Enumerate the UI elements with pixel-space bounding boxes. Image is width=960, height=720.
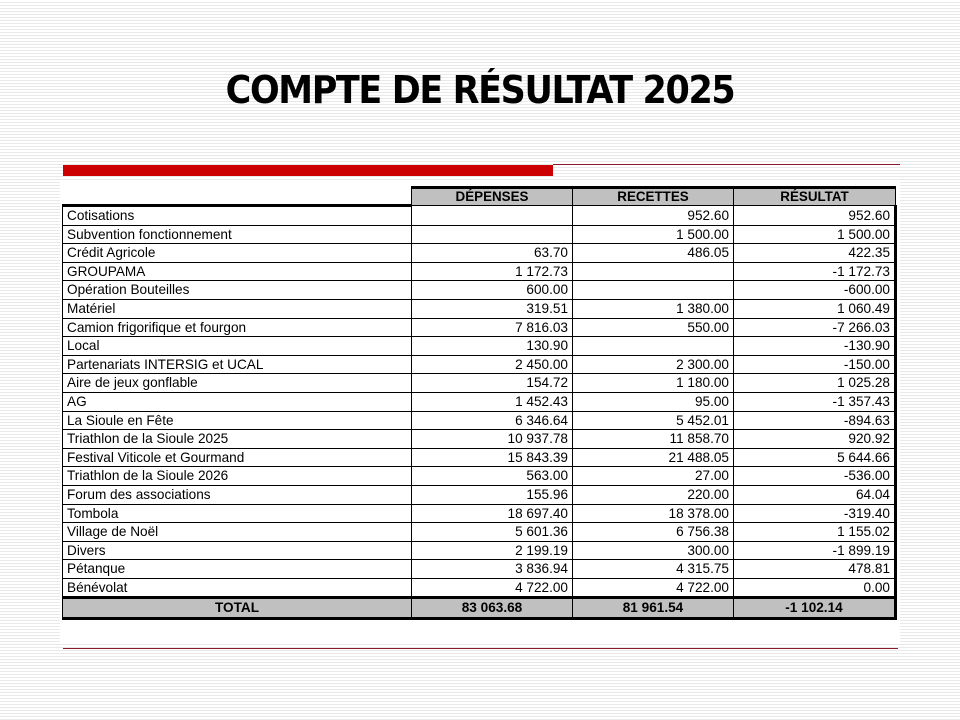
total-resultat: -1 102.14 — [734, 598, 896, 619]
cell-depenses: 5 601.36 — [412, 523, 573, 542]
cell-depenses: 3 836.94 — [412, 560, 573, 579]
header-recettes: RECETTES — [573, 188, 734, 206]
cell-recettes: 1 180.00 — [573, 374, 734, 393]
cell-depenses: 130.90 — [412, 337, 573, 356]
table-row — [63, 262, 896, 281]
table-row — [63, 337, 896, 356]
cell-depenses — [412, 206, 573, 226]
cell-resultat: -1 357.43 — [734, 392, 896, 411]
cell-resultat: -130.90 — [734, 337, 896, 356]
cell-resultat: -600.00 — [734, 281, 896, 300]
cell-recettes: 5 452.01 — [573, 411, 734, 430]
cell-resultat: 1 500.00 — [734, 225, 896, 244]
cell-resultat: 64.04 — [734, 485, 896, 504]
table-body — [63, 206, 896, 598]
cell-depenses: 15 843.39 — [412, 448, 573, 467]
table-row — [63, 318, 896, 337]
top-divider-line — [553, 164, 900, 165]
cell-resultat: -1 899.19 — [734, 541, 896, 560]
cell-depenses: 154.72 — [412, 374, 573, 393]
cell-recettes — [573, 281, 734, 300]
row-label: Matériel — [63, 299, 412, 318]
total-depenses: 83 063.68 — [412, 598, 573, 619]
cell-depenses: 4 722.00 — [412, 578, 573, 598]
table-row — [63, 560, 896, 579]
table-row — [63, 485, 896, 504]
header-resultat: RÉSULTAT — [734, 188, 896, 206]
cell-recettes: 18 378.00 — [573, 504, 734, 523]
cell-resultat: 952.60 — [734, 206, 896, 226]
cell-depenses: 600.00 — [412, 281, 573, 300]
cell-recettes: 550.00 — [573, 318, 734, 337]
row-label: Divers — [63, 541, 412, 560]
cell-resultat: -319.40 — [734, 504, 896, 523]
table-row — [63, 206, 896, 226]
row-label: AG — [63, 392, 412, 411]
cell-resultat: -7 266.03 — [734, 318, 896, 337]
cell-depenses: 2 450.00 — [412, 355, 573, 374]
cell-resultat: 478.81 — [734, 560, 896, 579]
table-row — [63, 578, 896, 598]
table-row — [63, 467, 896, 486]
cell-resultat: -1 172.73 — [734, 262, 896, 281]
row-label: Forum des associations — [63, 485, 412, 504]
table-row — [63, 392, 896, 411]
cell-recettes — [573, 337, 734, 356]
cell-recettes: 1 500.00 — [573, 225, 734, 244]
table-row — [63, 523, 896, 542]
cell-recettes: 486.05 — [573, 244, 734, 263]
row-label: GROUPAMA — [63, 262, 412, 281]
table-row — [63, 244, 896, 263]
cell-depenses: 18 697.40 — [412, 504, 573, 523]
cell-depenses: 6 346.64 — [412, 411, 573, 430]
cell-recettes: 220.00 — [573, 485, 734, 504]
accent-red-bar — [63, 165, 553, 176]
cell-depenses: 155.96 — [412, 485, 573, 504]
row-label: Village de Noël — [63, 523, 412, 542]
cell-recettes — [573, 262, 734, 281]
cell-depenses: 563.00 — [412, 467, 573, 486]
cell-recettes: 27.00 — [573, 467, 734, 486]
cell-resultat: -536.00 — [734, 467, 896, 486]
table-row — [63, 448, 896, 467]
cell-recettes: 300.00 — [573, 541, 734, 560]
total-row — [63, 598, 896, 619]
table-row — [63, 374, 896, 393]
cell-resultat: 5 644.66 — [734, 448, 896, 467]
row-label: Bénévolat — [63, 578, 412, 598]
cell-resultat: -894.63 — [734, 411, 896, 430]
cell-resultat: -150.00 — [734, 355, 896, 374]
cell-resultat: 1 060.49 — [734, 299, 896, 318]
cell-recettes: 4 315.75 — [573, 560, 734, 579]
cell-depenses: 319.51 — [412, 299, 573, 318]
cell-depenses: 1 452.43 — [412, 392, 573, 411]
table-row — [63, 281, 896, 300]
cell-recettes: 6 756.38 — [573, 523, 734, 542]
row-label: Festival Viticole et Gourmand — [63, 448, 412, 467]
income-statement-table — [62, 186, 897, 620]
slide-title: COMPTE DE RÉSULTAT 2025 — [225, 68, 735, 112]
cell-resultat: 1 025.28 — [734, 374, 896, 393]
row-label: Partenariats INTERSIG et UCAL — [63, 355, 412, 374]
row-label: Local — [63, 337, 412, 356]
cell-recettes: 952.60 — [573, 206, 734, 226]
total-label: TOTAL — [63, 598, 412, 619]
row-label: Tombola — [63, 504, 412, 523]
cell-recettes: 11 858.70 — [573, 430, 734, 449]
row-label: Aire de jeux gonflable — [63, 374, 412, 393]
table-row — [63, 299, 896, 318]
table-row — [63, 430, 896, 449]
cell-recettes: 1 380.00 — [573, 299, 734, 318]
cell-depenses: 7 816.03 — [412, 318, 573, 337]
cell-depenses: 1 172.73 — [412, 262, 573, 281]
cell-depenses: 10 937.78 — [412, 430, 573, 449]
cell-depenses: 63.70 — [412, 244, 573, 263]
header-blank — [63, 188, 412, 206]
header-depenses: DÉPENSES — [412, 188, 573, 206]
row-label: Pétanque — [63, 560, 412, 579]
cell-depenses — [412, 225, 573, 244]
row-label: Camion frigorifique et fourgon — [63, 318, 412, 337]
table-row — [63, 411, 896, 430]
row-label: La Sioule en Fête — [63, 411, 412, 430]
cell-resultat: 0.00 — [734, 578, 896, 598]
row-label: Triathlon de la Sioule 2026 — [63, 467, 412, 486]
cell-recettes: 4 722.00 — [573, 578, 734, 598]
cell-resultat: 1 155.02 — [734, 523, 896, 542]
table-header-row — [63, 188, 896, 206]
cell-recettes: 95.00 — [573, 392, 734, 411]
table-row — [63, 355, 896, 374]
bottom-divider-line — [63, 648, 898, 649]
row-label: Crédit Agricole — [63, 244, 412, 263]
cell-resultat: 920.92 — [734, 430, 896, 449]
table-row — [63, 504, 896, 523]
row-label: Triathlon de la Sioule 2025 — [63, 430, 412, 449]
cell-depenses: 2 199.19 — [412, 541, 573, 560]
total-recettes: 81 961.54 — [573, 598, 734, 619]
cell-resultat: 422.35 — [734, 244, 896, 263]
cell-recettes: 2 300.00 — [573, 355, 734, 374]
row-label: Subvention fonctionnement — [63, 225, 412, 244]
row-label: Opération Bouteilles — [63, 281, 412, 300]
table-row — [63, 541, 896, 560]
table-row — [63, 225, 896, 244]
row-label: Cotisations — [63, 206, 412, 226]
cell-recettes: 21 488.05 — [573, 448, 734, 467]
